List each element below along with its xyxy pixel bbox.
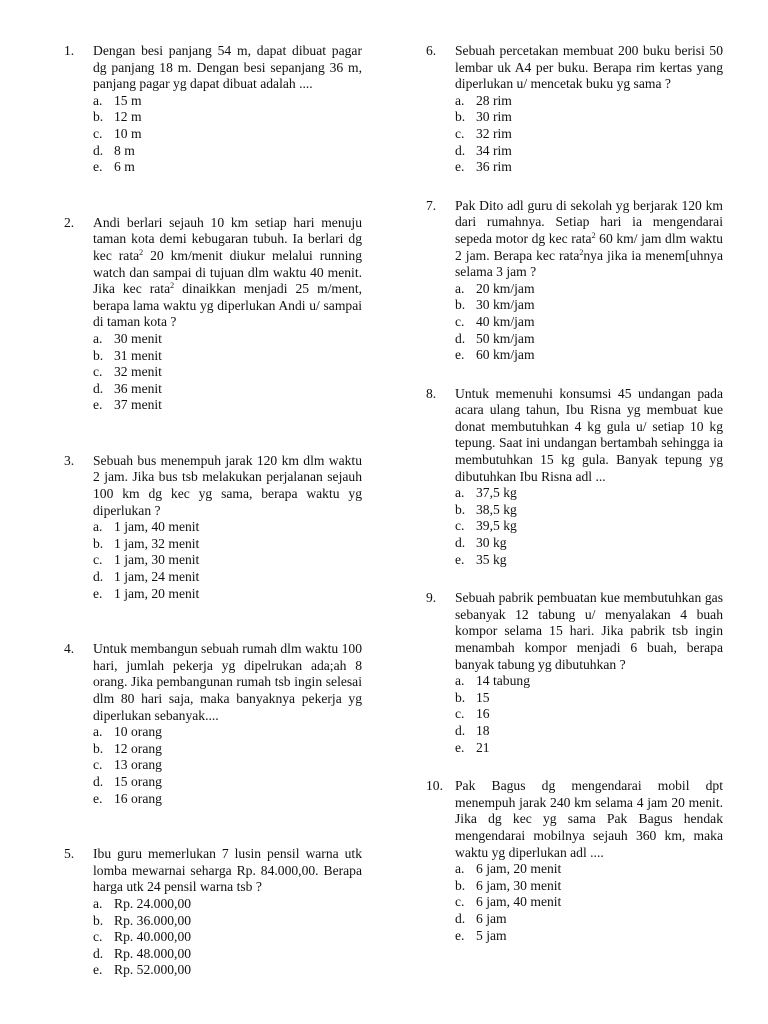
answer-option	[93, 913, 362, 930]
answer-option	[455, 502, 723, 519]
option-letter: b.	[455, 109, 466, 125]
question-number: 2.	[64, 214, 75, 230]
answer-option	[93, 741, 362, 758]
question-number: 4.	[64, 641, 75, 657]
option-text: 34 rim	[476, 142, 512, 158]
option-text: 5 jam	[476, 927, 507, 943]
option-text: 36 rim	[476, 159, 512, 175]
answer-option	[455, 518, 723, 535]
option-letter: d.	[455, 722, 466, 738]
option-text: 30 menit	[114, 330, 162, 346]
question-6	[426, 43, 723, 176]
answer-option	[93, 364, 362, 381]
answer-option	[455, 552, 723, 569]
option-letter: a.	[455, 673, 465, 689]
answer-option	[455, 535, 723, 552]
option-letter: c.	[455, 518, 465, 534]
question-5	[64, 846, 362, 979]
option-letter: c.	[455, 313, 465, 329]
option-letter: b.	[455, 877, 466, 893]
answer-option	[455, 706, 723, 723]
option-text: 21	[476, 739, 490, 755]
question-number: 5.	[64, 846, 75, 862]
option-text: 16	[476, 706, 490, 722]
option-text: 60 km/jam	[476, 347, 535, 363]
answer-option	[455, 159, 723, 176]
option-letter: c.	[455, 706, 465, 722]
option-letter: b.	[93, 912, 104, 928]
option-text: 15	[476, 689, 490, 705]
question-text: Pak Dito adl guru di sekolah yg berjarak 120 km dari rumahnya. Setiap hari ia mengendarai sepeda motor dg kec rata$^2$ 60 km/ jam dlm waktu 2 jam. Berapa kec rata$^2$nya jika ia menem[uhnya selama 3 jam ?	[455, 197, 723, 280]
option-text: 30 rim	[476, 109, 512, 125]
option-text: Rp. 40.000,00	[114, 929, 192, 945]
question-10	[426, 778, 723, 944]
option-letter: b.	[93, 740, 104, 756]
question-text: Pak Bagus dg mengendarai mobil dpt menempuh jarak 240 km selama 4 jam 20 menit. Jika dg kec yg sama Pak Bagus hendak mengendarai mobilnya sejauh 360 km, maka waktu yg diperlukan adl ....	[455, 778, 723, 860]
answer-option	[93, 774, 362, 791]
option-text: 32 menit	[114, 364, 162, 380]
answer-option	[93, 946, 362, 963]
option-text: 1 jam, 20 menit	[114, 585, 200, 601]
option-letter: c.	[455, 894, 465, 910]
option-text: 32 rim	[476, 125, 512, 141]
question-text: Untuk membangun sebuah rumah dlm waktu 100 hari, jumlah pekerja yg dipelrukan ada;ah 8 orang. Jika pembangunan rumah tsb ingin selesai dlm 80 hari saja, maka banyaknya pekerja yg diperlukan sebanyak....	[93, 641, 362, 723]
answer-option	[455, 347, 723, 364]
answer-option	[455, 911, 723, 928]
option-letter: a.	[455, 92, 465, 108]
option-letter: a.	[93, 519, 103, 535]
option-text: Rp. 24.000,00	[114, 895, 192, 911]
option-letter: c.	[93, 552, 103, 568]
question-number: 3.	[64, 452, 75, 468]
option-letter: b.	[455, 689, 466, 705]
question-4	[64, 641, 362, 807]
option-text: 1 jam, 40 menit	[114, 519, 200, 535]
answer-option	[455, 878, 723, 895]
option-letter: b.	[455, 501, 466, 517]
option-letter: e.	[93, 962, 103, 978]
option-text: 38,5 kg	[476, 501, 517, 517]
option-text: 1 jam, 32 menit	[114, 535, 200, 551]
option-text: 36 menit	[114, 380, 162, 396]
option-letter: a.	[93, 724, 103, 740]
answer-option	[455, 894, 723, 911]
option-letter: c.	[93, 364, 103, 380]
option-letter: a.	[455, 861, 465, 877]
option-text: 6 jam, 40 menit	[476, 894, 562, 910]
option-letter: d.	[93, 380, 104, 396]
option-letter: b.	[93, 109, 104, 125]
question-number: 6.	[426, 43, 437, 58]
option-text: 37,5 kg	[476, 485, 517, 501]
option-text: 18	[476, 722, 490, 738]
answer-option	[93, 519, 362, 536]
answer-option	[455, 690, 723, 707]
option-letter: e.	[455, 927, 465, 943]
option-letter: a.	[93, 92, 103, 108]
answer-option	[93, 397, 362, 414]
option-letter: d.	[93, 945, 104, 961]
option-text: 13 orang	[114, 757, 162, 773]
answer-option	[455, 723, 723, 740]
question-3	[64, 453, 362, 602]
option-letter: b.	[455, 297, 466, 313]
question-text: Dengan besi panjang 54 m, dapat dibuat pagar dg panjang 18 m. Dengan besi sepanjang 36 m, panjang pagar yg dapat dibuat adalah ....	[93, 43, 362, 92]
option-text: 12 orang	[114, 740, 162, 756]
option-text: 6 m	[114, 159, 135, 175]
option-letter: b.	[93, 535, 104, 551]
option-letter: a.	[455, 280, 465, 296]
answer-option	[93, 159, 362, 176]
question-text: Sebuah pabrik pembuatan kue membutuhkan gas sebanyak 12 tabung u/ menyalakan 4 buah kompor selama 15 hari. Jika pabrik tsb ingin menambah kompor menjadi 6 buah, berapa banyak tabung yg dibutuhkan ?	[455, 590, 723, 672]
answer-option	[455, 126, 723, 143]
option-letter: e.	[93, 790, 103, 806]
left-column	[64, 43, 362, 979]
question-text: Untuk memenuhi konsumsi 45 undangan pada acara ulang tahun, Ibu Risna yg membuat kue donat membutuhkan 4 kg gula u/ setiap 10 kg tepung. Saat ini undangan bertambah sehingga ia membutuhkan 15 kg gula. Banyak tepung yg dibutuhkan Ibu Risna adl ...	[455, 385, 723, 484]
answer-option	[455, 109, 723, 126]
question-text: Ibu guru memerlukan 7 lusin pensil warna utk lomba mewarnai seharga Rp. 84.000,00. Berapa harga utk 24 pensil warna tsb ?	[93, 846, 362, 895]
option-letter: d.	[93, 773, 104, 789]
option-text: 30 kg	[476, 535, 507, 551]
option-letter: e.	[93, 159, 103, 175]
option-text: 50 km/jam	[476, 330, 535, 346]
answer-option	[93, 724, 362, 741]
option-text: Rp. 36.000,00	[114, 912, 192, 928]
question-text: Sebuah percetakan membuat 200 buku berisi 50 lembar uk A4 per buku. Berapa rim kertas yang diperlukan u/ mencetak buku yg sama ?	[455, 43, 723, 92]
question-8	[426, 386, 723, 569]
option-text: Rp. 52.000,00	[114, 962, 192, 978]
question-text: Andi berlari sejauh 10 km setiap hari menuju taman kota demi kebugaran tubuh. Ia berlari dg kec rata$^2$ 20 km/menit diukur melalui running watch dan sampai di tujuan dlm waktu 40 menit. Jika kec rata$^2$ dinaikkan menjadi 25 m/ment, berapa lama waktu yg diperlukan Andi u/ sampai di taman kota ?	[93, 214, 362, 330]
question-9	[426, 590, 723, 756]
answer-option	[93, 896, 362, 913]
answer-option	[93, 757, 362, 774]
option-text: 31 menit	[114, 347, 162, 363]
option-text: 6 jam, 20 menit	[476, 861, 562, 877]
question-1	[64, 43, 362, 176]
option-letter: d.	[455, 910, 466, 926]
answer-option	[455, 93, 723, 110]
option-letter: c.	[93, 757, 103, 773]
option-letter: d.	[93, 142, 104, 158]
option-text: 1 jam, 24 menit	[114, 569, 200, 585]
option-letter: e.	[455, 159, 465, 175]
answer-option	[93, 552, 362, 569]
option-text: 35 kg	[476, 551, 507, 567]
answer-option	[455, 297, 723, 314]
option-text: 12 m	[114, 109, 142, 125]
option-letter: d.	[455, 535, 466, 551]
question-text: Sebuah bus menempuh jarak 120 km dlm waktu 2 jam. Jika bus tsb melakukan perjalanan sejauh 100 km dg kec yg sama, berapa waktu yg diperlukan ?	[93, 452, 362, 518]
question-7	[426, 198, 723, 364]
answer-option	[93, 536, 362, 553]
option-text: 10 m	[114, 125, 142, 141]
option-text: 1 jam, 30 menit	[114, 552, 200, 568]
option-text: 10 orang	[114, 724, 162, 740]
question-2	[64, 215, 362, 414]
option-letter: a.	[93, 330, 103, 346]
option-text: 37 menit	[114, 397, 162, 413]
option-letter: d.	[455, 142, 466, 158]
option-letter: e.	[93, 585, 103, 601]
option-letter: e.	[455, 551, 465, 567]
question-number: 8.	[426, 385, 437, 401]
option-text: 15 orang	[114, 773, 162, 789]
answer-option	[455, 314, 723, 331]
option-text: 14 tabung	[476, 673, 530, 689]
answer-option	[455, 331, 723, 348]
option-letter: e.	[93, 397, 103, 413]
answer-option	[93, 586, 362, 603]
answer-option	[93, 929, 362, 946]
answer-option	[93, 109, 362, 126]
option-text: Rp. 48.000,00	[114, 945, 192, 961]
option-letter: c.	[455, 125, 465, 141]
option-letter: d.	[93, 569, 104, 585]
answer-option	[455, 281, 723, 298]
option-letter: c.	[93, 929, 103, 945]
answer-option	[455, 928, 723, 945]
option-text: 15 m	[114, 92, 142, 108]
answer-option	[93, 348, 362, 365]
answer-option	[93, 143, 362, 160]
question-number: 7.	[426, 197, 437, 213]
right-column	[426, 43, 723, 944]
option-letter: c.	[93, 125, 103, 141]
option-text: 28 rim	[476, 92, 512, 108]
answer-option	[455, 861, 723, 878]
option-letter: e.	[455, 739, 465, 755]
question-number: 1.	[64, 43, 75, 58]
answer-option	[455, 143, 723, 160]
answer-option	[93, 962, 362, 979]
answer-option	[455, 485, 723, 502]
option-letter: b.	[93, 347, 104, 363]
answer-option	[93, 381, 362, 398]
question-number: 10.	[426, 778, 443, 794]
answer-option	[455, 740, 723, 757]
option-text: 8 m	[114, 142, 135, 158]
option-letter: d.	[455, 330, 466, 346]
option-text: 6 jam, 30 menit	[476, 877, 562, 893]
answer-option	[455, 673, 723, 690]
option-letter: e.	[455, 347, 465, 363]
option-text: 20 km/jam	[476, 280, 535, 296]
answer-option	[93, 93, 362, 110]
option-text: 6 jam	[476, 910, 507, 926]
option-letter: a.	[455, 485, 465, 501]
answer-option	[93, 569, 362, 586]
option-text: 16 orang	[114, 790, 162, 806]
option-text: 40 km/jam	[476, 313, 535, 329]
answer-option	[93, 331, 362, 348]
option-text: 39,5 kg	[476, 518, 517, 534]
answer-option	[93, 791, 362, 808]
answer-option	[93, 126, 362, 143]
question-number: 9.	[426, 590, 437, 606]
option-letter: a.	[93, 895, 103, 911]
option-text: 30 km/jam	[476, 297, 535, 313]
